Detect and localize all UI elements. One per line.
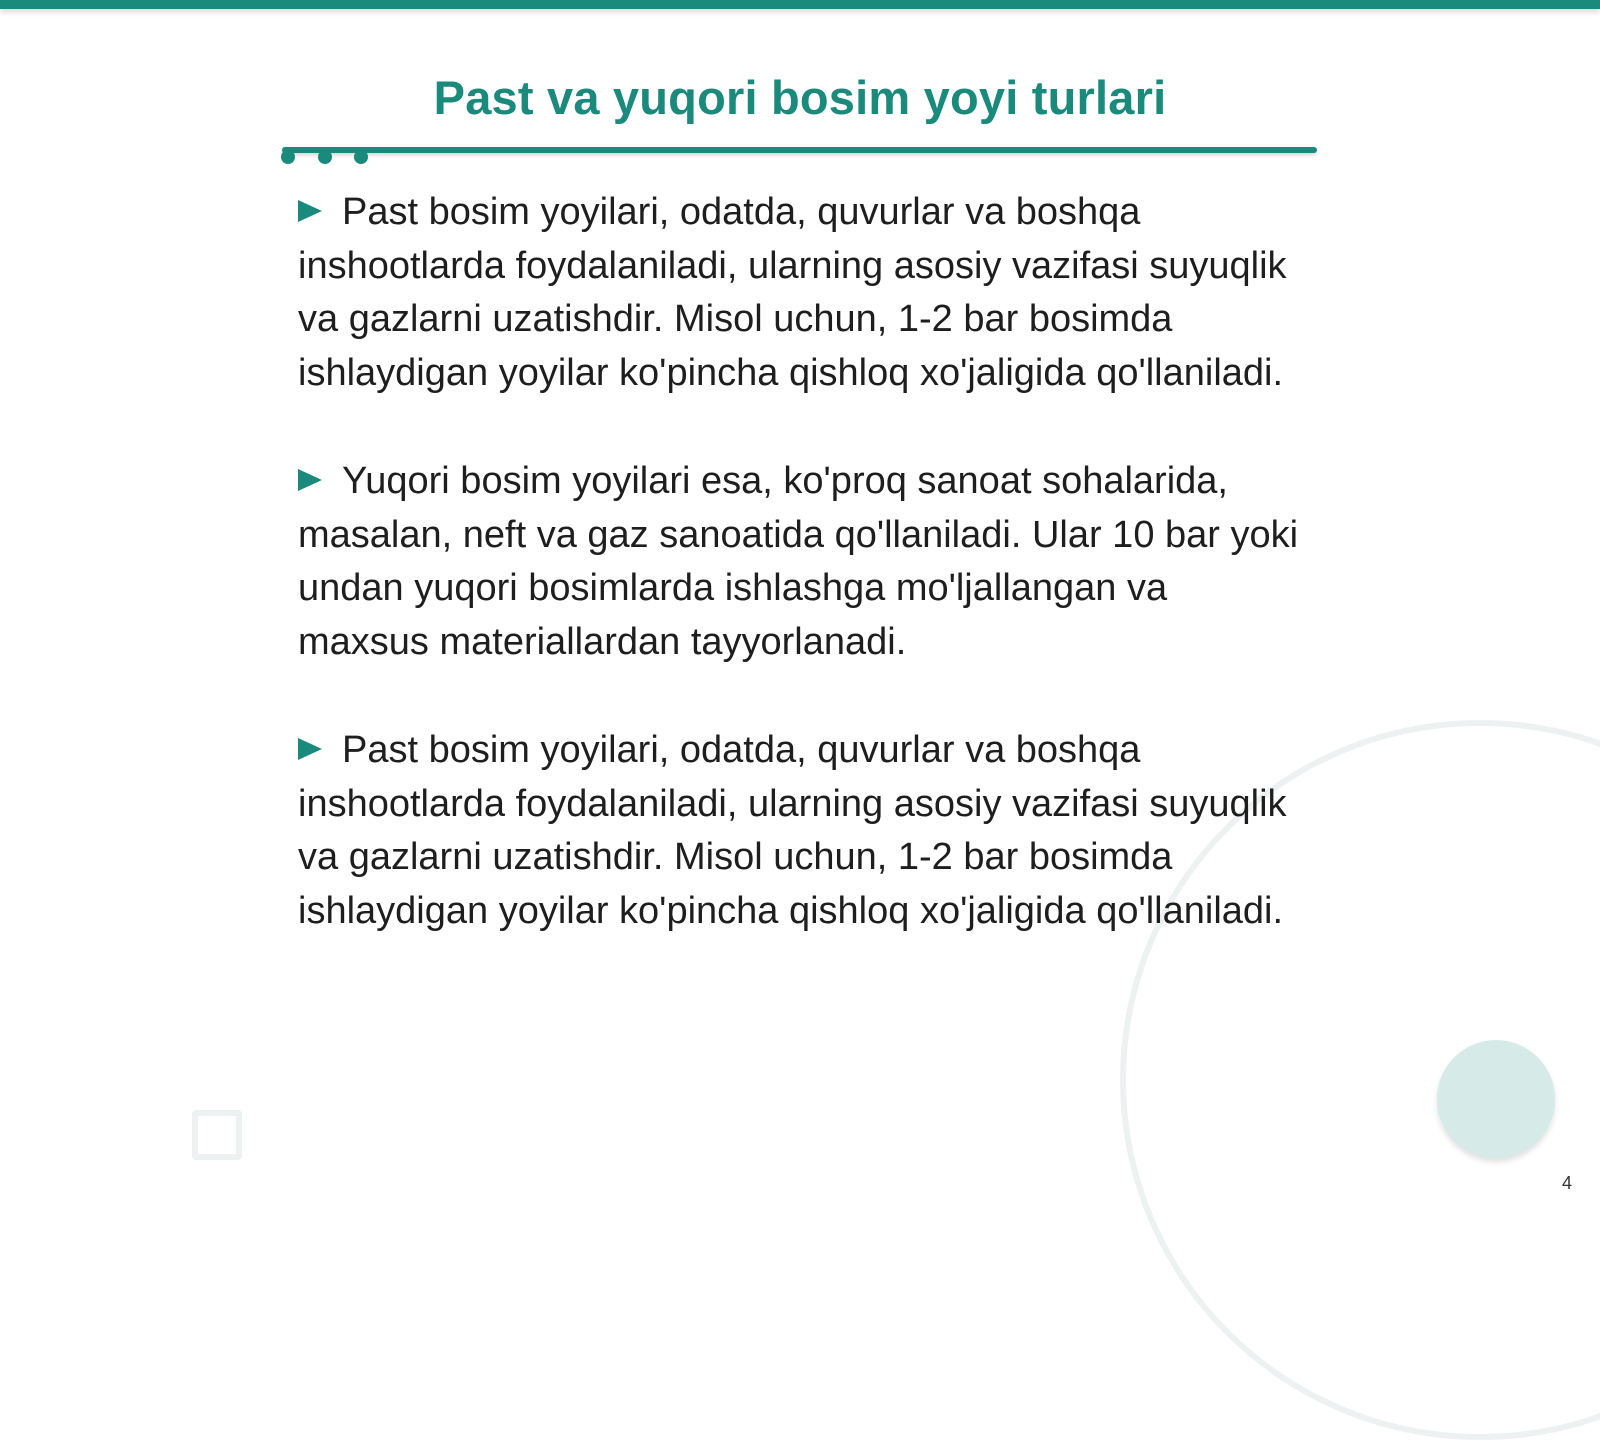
decorative-square	[192, 1110, 242, 1160]
page-number: 4	[1561, 1173, 1572, 1193]
title-underline	[282, 147, 1317, 153]
paragraph-text: Past bosim yoyilari, odatda, quvurlar va boshqa inshootlarda foydalaniladi, ularning asosiy vazifasi suyuqlik va gazlarni uzatishdir. Misol uchun, 1-2 bar bosimda ishlaydigan yoyilar ko'pincha qishloq xo'jaligida qo'llaniladi.	[298, 191, 1287, 394]
decorative-dot-icon	[281, 150, 295, 164]
slide-body	[298, 186, 1308, 993]
paragraph-text: Yuqori bosim yoyilari esa, ko'proq sanoat sohalarida, masalan, neft va gaz sanoatida qo'llaniladi. Ular 10 bar yoki undan yuqori bosimlarda ishlashga mo'ljallangan va maxsus materiallardan tayyorlanadi.	[298, 460, 1299, 663]
decorative-disc	[1437, 1040, 1555, 1158]
triangle-bullet-icon	[298, 200, 322, 222]
bullet-paragraph	[298, 186, 1308, 400]
triangle-bullet-icon	[298, 738, 322, 760]
decorative-dot-icon	[354, 150, 368, 164]
top-accent-bar	[0, 0, 1600, 9]
triangle-bullet-icon	[298, 469, 322, 491]
decorative-dot-icon	[318, 150, 332, 164]
bullet-paragraph	[298, 455, 1308, 669]
bullet-paragraph	[298, 724, 1308, 938]
paragraph-text: Past bosim yoyilari, odatda, quvurlar va boshqa inshootlarda foydalaniladi, ularning asosiy vazifasi suyuqlik va gazlarni uzatishdir. Misol uchun, 1-2 bar bosimda ishlaydigan yoyilar ko'pincha qishloq xo'jaligida qo'llaniladi.	[298, 729, 1287, 932]
slide-title: Past va yuqori bosim yoyi turlari	[433, 71, 1167, 124]
